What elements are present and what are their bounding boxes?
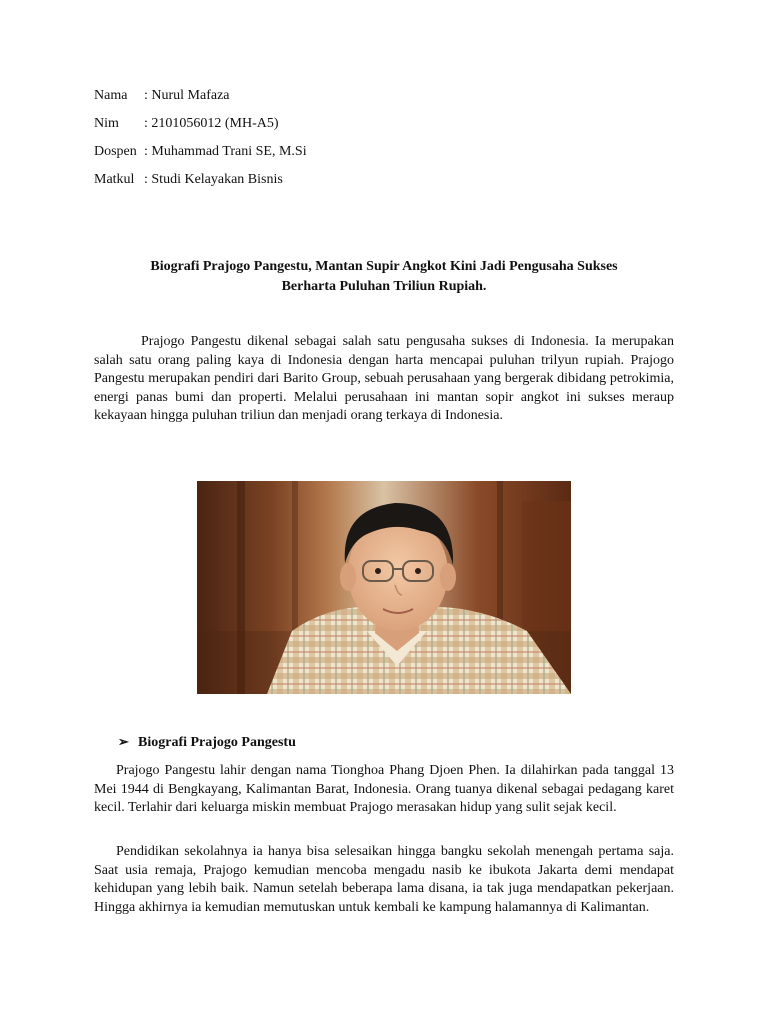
- intro-paragraph: Prajogo Pangestu dikenal sebagai salah satu pengusaha sukses di Indonesia. Ia merupakan salah satu orang paling kaya di Indonesia dengan harta mencapai puluhan trilyun rupiah. Prajogo Pangestu merupakan pendiri dari Barito Group, sebuah perusahaan yang bergerak dibidang petrokimia, energi panas bumi dan properti. Melalui perusahaan ini mantan sopir angkot ini sukses meraup kekayaan hingga puluhan triliun dan menjadi orang terkaya di Indonesia.: [94, 334, 674, 423]
- info-row-nama: [94, 86, 307, 114]
- info-value: : 2101056012 (MH-A5): [144, 116, 279, 131]
- info-row-matkul: [94, 170, 307, 198]
- body-paragraph: Prajogo Pangestu lahir dengan nama Tionghoa Phang Djoen Phen. Ia dilahirkan pada tanggal 13 Mei 1944 di Bengkayang, Kalimantan Barat, Indonesia. Orang tuanya dikenal sebagai pedagang karet kecil. Terlahir dari keluarga miskin membuat Prajogo merasakan hidup yang sulit sejak kecil.: [94, 763, 674, 815]
- info-label: Matkul: [94, 172, 135, 187]
- article-title: [94, 257, 674, 297]
- title-line: Berharta Puluhan Triliun Rupiah.: [281, 279, 487, 294]
- student-info: [94, 86, 307, 198]
- info-label: Dospen: [94, 144, 137, 159]
- info-label: Nim: [94, 116, 119, 131]
- info-row-dospen: [94, 142, 307, 170]
- portrait-photo: [197, 481, 571, 694]
- section-heading: [118, 732, 296, 753]
- info-value: : Nurul Mafaza: [144, 88, 230, 103]
- body-paragraph: Pendidikan sekolahnya ia hanya bisa selesaikan hingga bangku sekolah menengah pertama saja. Saat usia remaja, Prajogo kemudian mencoba mengadu nasib ke ibukota Jakarta demi mendapat kehidupan yang lebih baik. Namun setelah beberapa lama disana, ia tak juga mendapatkan pekerjaan. Hingga akhirnya ia kemudian memutuskan untuk kembali ke kampung halamannya di Kalimantan.: [94, 844, 674, 915]
- arrow-right-bullet-icon: ➢: [118, 734, 129, 749]
- info-value: : Muhammad Trani SE, M.Si: [144, 144, 307, 159]
- section-heading-text: Biografi Prajogo Pangestu: [138, 735, 296, 750]
- info-label: Nama: [94, 88, 128, 103]
- info-row-nim: [94, 114, 307, 142]
- info-value: : Studi Kelayakan Bisnis: [144, 172, 283, 187]
- title-line: Biografi Prajogo Pangestu, Mantan Supir Angkot Kini Jadi Pengusaha Sukses: [150, 259, 618, 274]
